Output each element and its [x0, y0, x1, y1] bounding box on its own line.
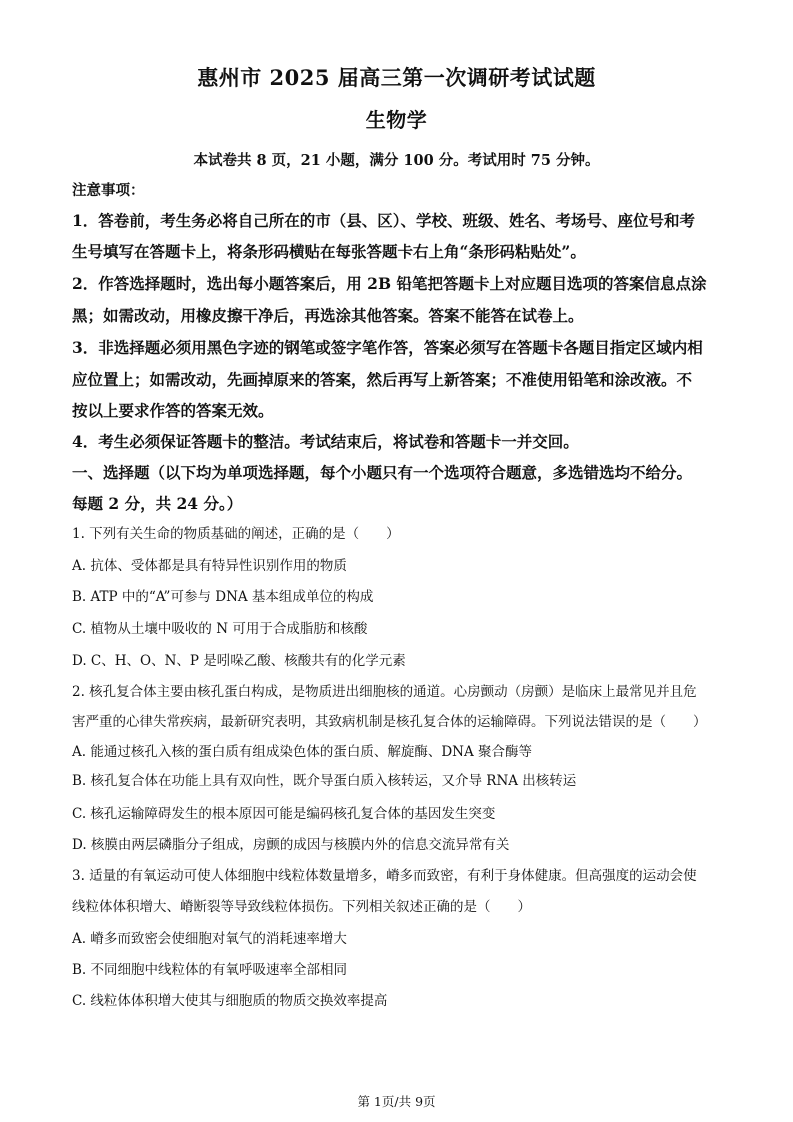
question-3-option-b: B. 不同细胞中线粒体的有氧呼吸速率全部相同 [72, 962, 348, 978]
question-1-option-c: C. 植物从土壤中吸收的 N 可用于合成脂肪和核酸 [72, 621, 368, 637]
question-2-option-c: C. 核孔运输障碍发生的根本原因可能是编码核孔复合体的基因发生突变 [72, 806, 496, 822]
note-line: 1．答卷前，考生务必将自己所在的市（县、区）、学校、班级、姓名、考场号、座位号和考 [72, 211, 696, 230]
question-1-option-a: A. 抗体、受体都是具有特异性识别作用的物质 [72, 558, 347, 574]
question-3-stem: 3. 适量的有氧运动可使人体细胞中线粒体数量增多，嵴多而致密，有利于身体健康。但高强度的运动会使 [72, 868, 697, 884]
question-1-stem: 1. 下列有关生命的物质基础的阐述，正确的是（ ） [72, 526, 400, 542]
question-2-option-d: D. 核膜由两层磷脂分子组成，房颤的成因与核膜内外的信息交流异常有关 [72, 837, 510, 853]
note-line: 生号填写在答题卡上，将条形码横贴在每张答题卡右上角“条形码粘贴处”。 [72, 242, 586, 261]
question-1-option-d: D. C、H、O、N、P 是吲哚乙酸、核酸共有的化学元素 [72, 653, 406, 669]
question-3-option-a: A. 嵴多而致密会使细胞对氧气的消耗速率增大 [72, 931, 347, 947]
question-2-option-b: B. 核孔复合体在功能上具有双向性，既介导蛋白质入核转运，又介导 RNA 出核转运 [72, 773, 577, 789]
note-line: 4．考生必须保证答题卡的整洁。考试结束后，将试卷和答题卡一并交回。 [72, 432, 579, 451]
question-3-option-c: C. 线粒体体积增大使其与细胞质的物质交换效率提高 [72, 993, 388, 1009]
section-heading-cont: 每题 2 分，共 24 分。） [72, 494, 243, 513]
question-2-stem: 2. 核孔复合体主要由核孔蛋白构成，是物质进出细胞核的通道。心房颤动（房颤）是临床上最常见并且危 [72, 684, 697, 700]
exam-title: 惠州市 2025 届高三第一次调研考试试题 [197, 65, 596, 90]
note-line: 黑；如需改动，用橡皮擦干净后，再选涂其他答案。答案不能答在试卷上。 [72, 306, 584, 325]
question-2-option-a: A. 能通过核孔入核的蛋白质有组成染色体的蛋白质、解旋酶、DNA 聚合酶等 [72, 744, 533, 760]
question-3-stem-cont: 线粒体体积增大、嵴断裂等导致线粒体损伤。下列相关叙述正确的是（ ） [72, 899, 531, 915]
page-number: 第 1页/共 9页 [357, 1094, 436, 1109]
subject-title: 生物学 [365, 108, 428, 132]
notes-heading: 注意事项： [72, 182, 145, 199]
section-heading: 一、选择题（以下均为单项选择题，每个小题只有一个选项符合题意，多选错选均不给分。 [72, 463, 693, 482]
question-2-stem-cont: 害严重的心律失常疾病，最新研究表明，其致病机制是核孔复合体的运输障碍。下列说法错误的是（ ） [72, 714, 707, 730]
note-line: 按以上要求作答的答案无效。 [72, 401, 274, 420]
note-line: 应位置上；如需改动，先画掉原来的答案，然后再写上新答案；不准使用铅笔和涂改液。不 [72, 370, 693, 389]
note-line: 2．作答选择题时，选出每小题答案后，用 2B 铅笔把答题卡上对应题目选项的答案信息点涂 [72, 274, 707, 293]
note-line: 3．非选择题必须用黑色字迹的钢笔或签字笔作答，答案必须写在答题卡各题目指定区域内相 [72, 338, 703, 357]
exam-info: 本试卷共 8 页，21 小题，满分 100 分。考试用时 75 分钟。 [193, 152, 600, 169]
question-1-option-b: B. ATP 中的“A”可参与 DNA 基本组成单位的构成 [72, 589, 374, 605]
